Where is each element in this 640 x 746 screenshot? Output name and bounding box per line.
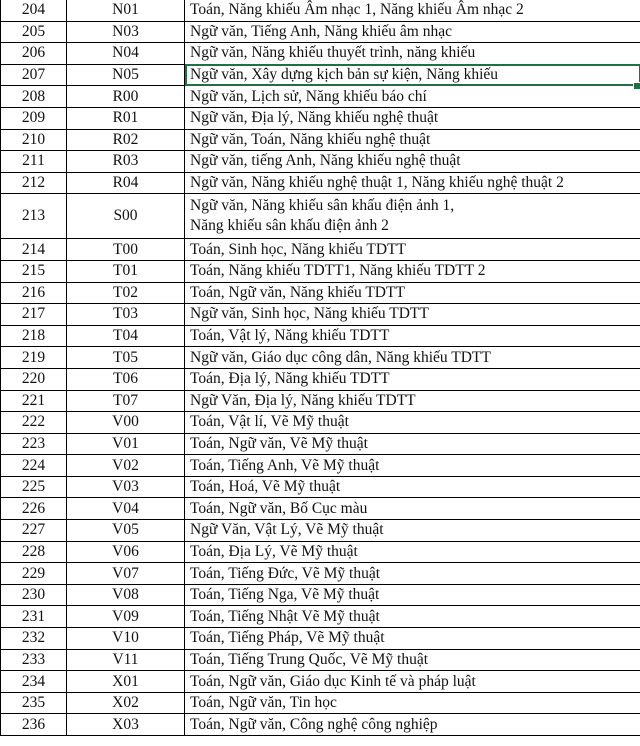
subjects-cell[interactable]: Ngữ văn, Sinh học, Năng khiếu TDTT (185, 304, 640, 326)
subjects-cell[interactable]: Toán, Ngữ văn, Công nghệ công nghiệp (185, 714, 640, 736)
subjects-cell[interactable]: Toán, Địa Lý, Vẽ Mỹ thuật (185, 541, 640, 563)
block-code-cell[interactable]: N03 (67, 21, 185, 43)
table-row[interactable] (1, 64, 640, 86)
row-number-cell[interactable]: 224 (1, 455, 67, 477)
block-code-cell[interactable]: V03 (67, 476, 185, 498)
block-code-cell[interactable]: V05 (67, 520, 185, 542)
subjects-cell[interactable]: Toán, Địa lý, Năng khiếu TDTT (185, 368, 640, 390)
subjects-cell[interactable]: Toán, Ngữ văn, Tin học (185, 692, 640, 714)
block-code-cell[interactable]: T00 (67, 239, 185, 261)
table-row[interactable] (1, 304, 640, 326)
row-number-cell[interactable]: 223 (1, 433, 67, 455)
row-number-cell[interactable]: 211 (1, 151, 67, 173)
subjects-cell[interactable]: Toán, Ngữ văn, Bố Cục màu (185, 498, 640, 520)
block-code-cell[interactable]: T06 (67, 368, 185, 390)
block-code-cell[interactable]: V09 (67, 606, 185, 628)
block-code-cell[interactable]: V06 (67, 541, 185, 563)
row-number-cell[interactable]: 206 (1, 43, 67, 65)
block-code-cell[interactable]: X01 (67, 671, 185, 693)
table-row[interactable] (1, 692, 640, 714)
block-code-cell[interactable]: T04 (67, 325, 185, 347)
block-code-cell[interactable]: V04 (67, 498, 185, 520)
table-row[interactable] (1, 628, 640, 650)
subjects-cell[interactable]: Toán, Tiếng Nhật Vẽ Mỹ thuật (185, 606, 640, 628)
table-row[interactable] (1, 107, 640, 129)
block-code-cell[interactable]: R02 (67, 129, 185, 151)
row-number-cell[interactable]: 216 (1, 282, 67, 304)
subjects-cell[interactable]: Ngữ văn, Địa lý, Năng khiếu nghệ thuật (185, 107, 640, 129)
row-number-cell[interactable]: 208 (1, 86, 67, 108)
subjects-cell[interactable]: Toán, Năng khiếu Âm nhạc 1, Năng khiếu Âm nhạc 2 (185, 0, 640, 21)
selection-fill-handle[interactable] (633, 82, 640, 90)
table-row[interactable] (1, 347, 640, 369)
row-number-cell[interactable]: 229 (1, 563, 67, 585)
row-number-cell[interactable]: 218 (1, 325, 67, 347)
table-row[interactable] (1, 476, 640, 498)
subjects-cell[interactable]: Toán, Tiếng Pháp, Vẽ Mỹ thuật (185, 628, 640, 650)
row-number-cell[interactable]: 227 (1, 520, 67, 542)
table-row[interactable] (1, 194, 640, 239)
row-number-cell[interactable]: 215 (1, 260, 67, 282)
block-code-cell[interactable]: R01 (67, 107, 185, 129)
table-row[interactable] (1, 390, 640, 412)
block-code-cell[interactable]: N01 (67, 0, 185, 21)
subjects-cell[interactable]: Toán, Ngữ văn, Vẽ Mỹ thuật (185, 433, 640, 455)
block-code-cell[interactable]: T07 (67, 390, 185, 412)
subjects-cell[interactable]: Ngữ văn, tiếng Anh, Năng khiếu nghệ thuật (185, 151, 640, 173)
table-row[interactable] (1, 671, 640, 693)
table-row[interactable] (1, 239, 640, 261)
table-row[interactable] (1, 433, 640, 455)
row-number-cell[interactable]: 225 (1, 476, 67, 498)
row-number-cell[interactable]: 220 (1, 368, 67, 390)
row-number-cell[interactable]: 228 (1, 541, 67, 563)
table-row[interactable] (1, 86, 640, 108)
row-number-cell[interactable]: 217 (1, 304, 67, 326)
table-row[interactable] (1, 368, 640, 390)
subjects-cell[interactable]: Toán, Ngữ văn, Năng khiếu TDTT (185, 282, 640, 304)
table-row[interactable] (1, 129, 640, 151)
table-row[interactable] (1, 21, 640, 43)
block-code-cell[interactable]: V10 (67, 628, 185, 650)
block-code-cell[interactable]: X02 (67, 692, 185, 714)
row-number-cell[interactable]: 231 (1, 606, 67, 628)
block-code-cell[interactable]: V00 (67, 412, 185, 434)
table-row[interactable] (1, 412, 640, 434)
block-code-cell[interactable]: X03 (67, 714, 185, 736)
subjects-cell[interactable]: Ngữ Văn, Vật Lý, Vẽ Mỹ thuật (185, 520, 640, 542)
subjects-cell[interactable]: Toán, Năng khiếu TDTT1, Năng khiếu TDTT 2 (185, 260, 640, 282)
subjects-cell[interactable]: Ngữ văn, Giáo dục công dân, Năng khiếu TDTT (185, 347, 640, 369)
row-number-cell[interactable]: 219 (1, 347, 67, 369)
subjects-cell[interactable]: Toán, Tiếng Đức, Vẽ Mỹ thuật (185, 563, 640, 585)
table-row[interactable] (1, 520, 640, 542)
subjects-cell[interactable]: Toán, Ngữ văn, Giáo dục Kinh tế và pháp luật (185, 671, 640, 693)
block-code-cell[interactable]: T03 (67, 304, 185, 326)
table-row[interactable] (1, 282, 640, 304)
subjects-cell[interactable]: Toán, Tiếng Nga, Vẽ Mỹ thuật (185, 584, 640, 606)
row-number-cell[interactable]: 232 (1, 628, 67, 650)
row-number-cell[interactable]: 207 (1, 64, 67, 86)
subjects-cell[interactable]: Ngữ văn, Toán, Năng khiếu nghệ thuật (185, 129, 640, 151)
block-code-cell[interactable]: V02 (67, 455, 185, 477)
row-number-cell[interactable]: 235 (1, 692, 67, 714)
subjects-cell[interactable]: Toán, Hoá, Vẽ Mỹ thuật (185, 476, 640, 498)
row-number-cell[interactable]: 209 (1, 107, 67, 129)
table-row[interactable] (1, 584, 640, 606)
block-code-cell[interactable]: T02 (67, 282, 185, 304)
row-number-cell[interactable]: 210 (1, 129, 67, 151)
row-number-cell[interactable]: 222 (1, 412, 67, 434)
block-code-cell[interactable]: V11 (67, 649, 185, 671)
row-number-cell[interactable]: 233 (1, 649, 67, 671)
table-row[interactable] (1, 649, 640, 671)
block-code-cell[interactable]: N05 (67, 64, 185, 86)
table-row[interactable] (1, 563, 640, 585)
row-number-cell[interactable]: 234 (1, 671, 67, 693)
subjects-cell[interactable]: Toán, Tiếng Anh, Vẽ Mỹ thuật (185, 455, 640, 477)
subjects-cell[interactable]: Ngữ Văn, Địa lý, Năng khiếu TDTT (185, 390, 640, 412)
table-row[interactable] (1, 151, 640, 173)
subjects-cell[interactable]: Ngữ văn, Lịch sử, Năng khiếu báo chí (185, 86, 640, 108)
table-row[interactable] (1, 498, 640, 520)
row-number-cell[interactable]: 236 (1, 714, 67, 736)
row-number-cell[interactable]: 212 (1, 172, 67, 194)
row-number-cell[interactable]: 221 (1, 390, 67, 412)
table-row[interactable] (1, 43, 640, 65)
block-code-cell[interactable]: R03 (67, 151, 185, 173)
subjects-cell[interactable]: Ngữ văn, Tiếng Anh, Năng khiếu âm nhạc (185, 21, 640, 43)
table-row[interactable] (1, 455, 640, 477)
subjects-cell[interactable]: Ngữ văn, Xây dựng kịch bản sự kiện, Năng khiếu (185, 64, 640, 86)
row-number-cell[interactable]: 226 (1, 498, 67, 520)
block-code-cell[interactable]: V01 (67, 433, 185, 455)
block-code-cell[interactable]: V07 (67, 563, 185, 585)
subjects-cell[interactable]: Toán, Vật lí, Vẽ Mỹ thuật (185, 412, 640, 434)
block-code-cell[interactable]: R04 (67, 172, 185, 194)
table-row[interactable] (1, 325, 640, 347)
subjects-cell[interactable]: Ngữ văn, Năng khiếu nghệ thuật 1, Năng khiếu nghệ thuật 2 (185, 172, 640, 194)
row-number-cell[interactable]: 213 (1, 194, 67, 239)
subjects-cell[interactable]: Toán, Tiếng Trung Quốc, Vẽ Mỹ thuật (185, 649, 640, 671)
block-code-cell[interactable]: S00 (67, 194, 185, 239)
block-code-cell[interactable]: V08 (67, 584, 185, 606)
subjects-cell[interactable]: Toán, Vật lý, Năng khiếu TDTT (185, 325, 640, 347)
table-row[interactable] (1, 541, 640, 563)
table-row[interactable] (1, 260, 640, 282)
table-row[interactable] (1, 172, 640, 194)
subjects-cell[interactable]: Ngữ văn, Năng khiếu thuyết trình, năng khiếu (185, 43, 640, 65)
row-number-cell[interactable]: 205 (1, 21, 67, 43)
table-row[interactable] (1, 606, 640, 628)
subjects-cell[interactable]: Toán, Sinh học, Năng khiếu TDTT (185, 239, 640, 261)
row-number-cell[interactable]: 204 (1, 0, 67, 21)
block-code-cell[interactable]: T05 (67, 347, 185, 369)
table-row[interactable] (1, 0, 640, 21)
block-code-cell[interactable]: R00 (67, 86, 185, 108)
row-number-cell[interactable]: 214 (1, 239, 67, 261)
subjects-cell[interactable]: Ngữ văn, Năng khiếu sân khấu điện ảnh 1, Năng khiếu sân khấu điện ảnh 2 (185, 194, 640, 239)
block-code-cell[interactable]: T01 (67, 260, 185, 282)
table-body (1, 0, 640, 736)
row-number-cell[interactable]: 230 (1, 584, 67, 606)
table-row[interactable] (1, 714, 640, 736)
block-code-cell[interactable]: N04 (67, 43, 185, 65)
